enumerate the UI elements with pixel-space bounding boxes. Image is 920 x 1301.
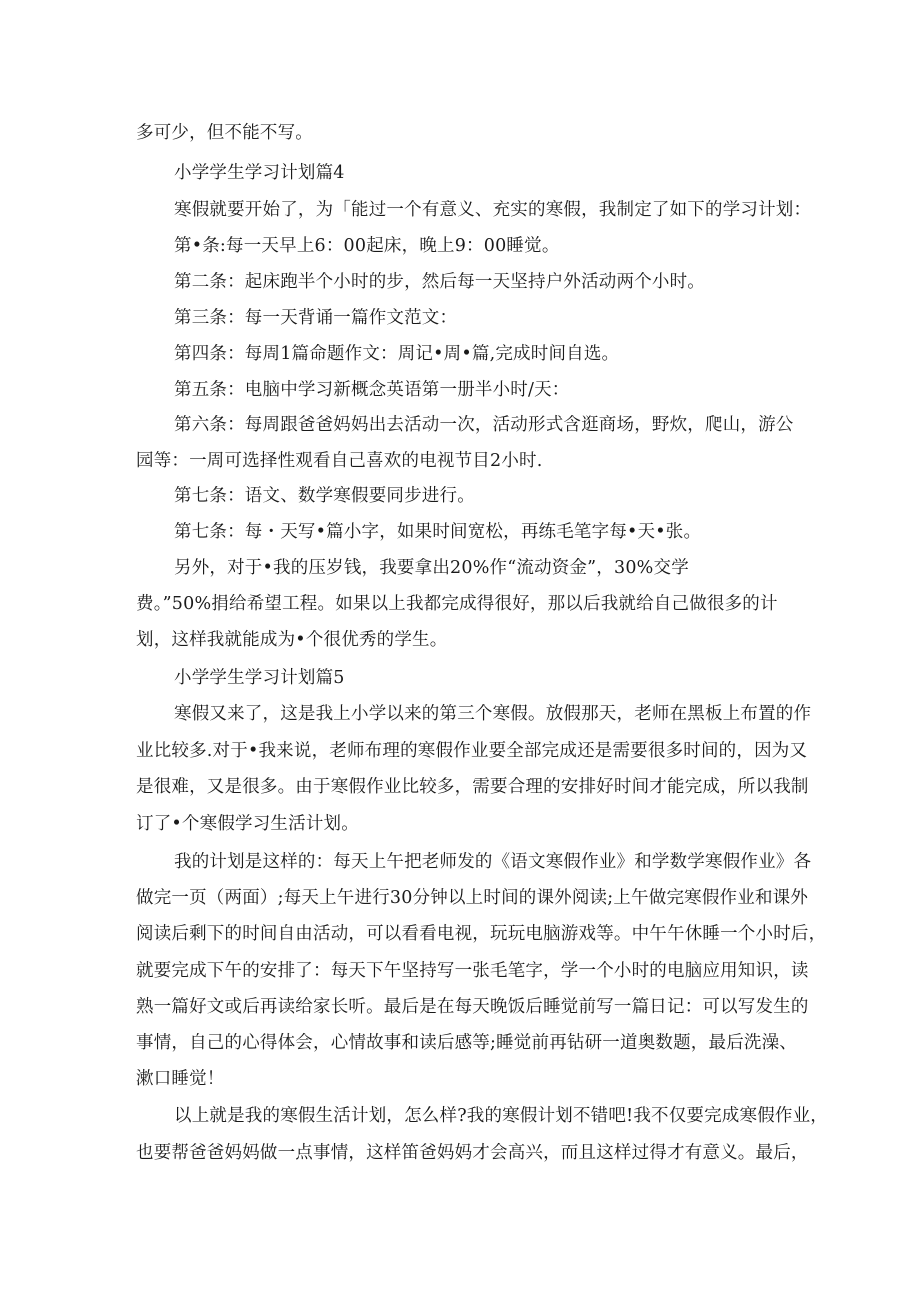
text-line: 第五条：电脑中学习新概念英语第一册半小时/天： xyxy=(174,380,570,400)
text-line: 做完一页（两面）;每天上午进行30分钟以上时间的课外阅读;上午做完寒假作业和课外 xyxy=(136,888,809,908)
text-line: 第三条：每一天背诵一篇作文范文： xyxy=(174,308,458,328)
text-line: 第二条：起床跑半个小时的步，然后每一天坚持户外活动两个小时。 xyxy=(174,272,705,292)
text-line: 以上就是我的寒假生活计划，怎么样?我的寒假计划不错吧!我不仅要完成寒假作业， xyxy=(174,1106,829,1126)
text-line: 寒假就要开始了，为「能过一个有意义、充实的寒假，我制定了如下的学习计划： xyxy=(174,200,812,220)
text-line: 园等：一周可选择性观看自己喜欢的电视节目2小时. xyxy=(136,451,543,471)
text-line: 第•条:每一天早上6：00起床，晚上9：00睡觉。 xyxy=(174,236,560,256)
text-line: 第六条：每周跟爸爸妈妈出去活动一次，活动形式含逛商场，野炊，爬山，游公 xyxy=(174,415,794,435)
text-line: 漱口睡觉！ xyxy=(136,1069,225,1089)
text-line: 阅读后剩下的时间自由活动，可以看看电视，玩玩电脑游戏等。中午午休睡一个小时后， xyxy=(136,924,827,944)
text-line: 也要帮爸爸妈妈做一点事情，这样笛爸妈妈才会高兴，而且这样过得才有意义。最后， xyxy=(136,1143,809,1163)
text-line: 业比较多.对于•我来说，老师布理的寒假作业要全部完成还是需要很多时间的，因为又 xyxy=(136,741,808,761)
text-line: 我的计划是这样的：每天上午把老师发的《语文寒假作业》和学数学寒假作业》各 xyxy=(174,852,812,872)
section-heading: 小学学生学习计划篇5 xyxy=(174,668,345,688)
text-line: 多可少，但不能不写。 xyxy=(136,123,313,143)
text-line: 第七条：每・天写•篇小字，如果时间宽松，再练毛笔字每•天•张。 xyxy=(174,522,702,542)
text-line: 熟一篇好文或后再读给家长听。最后是在每天晚饭后睡觉前写一篇日记：可以写发生的 xyxy=(136,997,809,1017)
text-line: 费。”50%捐给希望工程。如果以上我都完成得很好，那以后我就给自己做很多的计 xyxy=(136,594,778,614)
text-line: 第四条：每周1篇命题作文：周记•周•篇,完成时间自选。 xyxy=(174,344,620,364)
text-line: 另外，对于•我的压岁钱，我要拿出20%作“流动资金”，30%交学 xyxy=(174,558,689,578)
text-line: 就要完成下午的安排了：每天下午坚持写一张毛笔字，学一个小时的电脑应用知识，读 xyxy=(136,961,809,981)
text-line: 第七条：语文、数学寒假要同步进行。 xyxy=(174,486,475,506)
text-line: 是很难，又是很多。由于寒假作业比较多，需要合理的安排好时间才能完成，所以我制 xyxy=(136,777,809,797)
section-heading: 小学学生学习计划篇4 xyxy=(174,163,345,183)
text-line: 订了•个寒假学习生活计划。 xyxy=(136,814,359,834)
text-line: 寒假又来了，这是我上小学以来的第三个寒假。放假那天，老师在黑板上布置的作 xyxy=(174,704,812,724)
text-line: 事情，自己的心得体会，心情故事和读后感等;睡觉前再钻研一道奥数题，最后洗澡、 xyxy=(136,1033,797,1053)
text-line: 划，这样我就能成为•个很优秀的学生。 xyxy=(136,630,448,650)
